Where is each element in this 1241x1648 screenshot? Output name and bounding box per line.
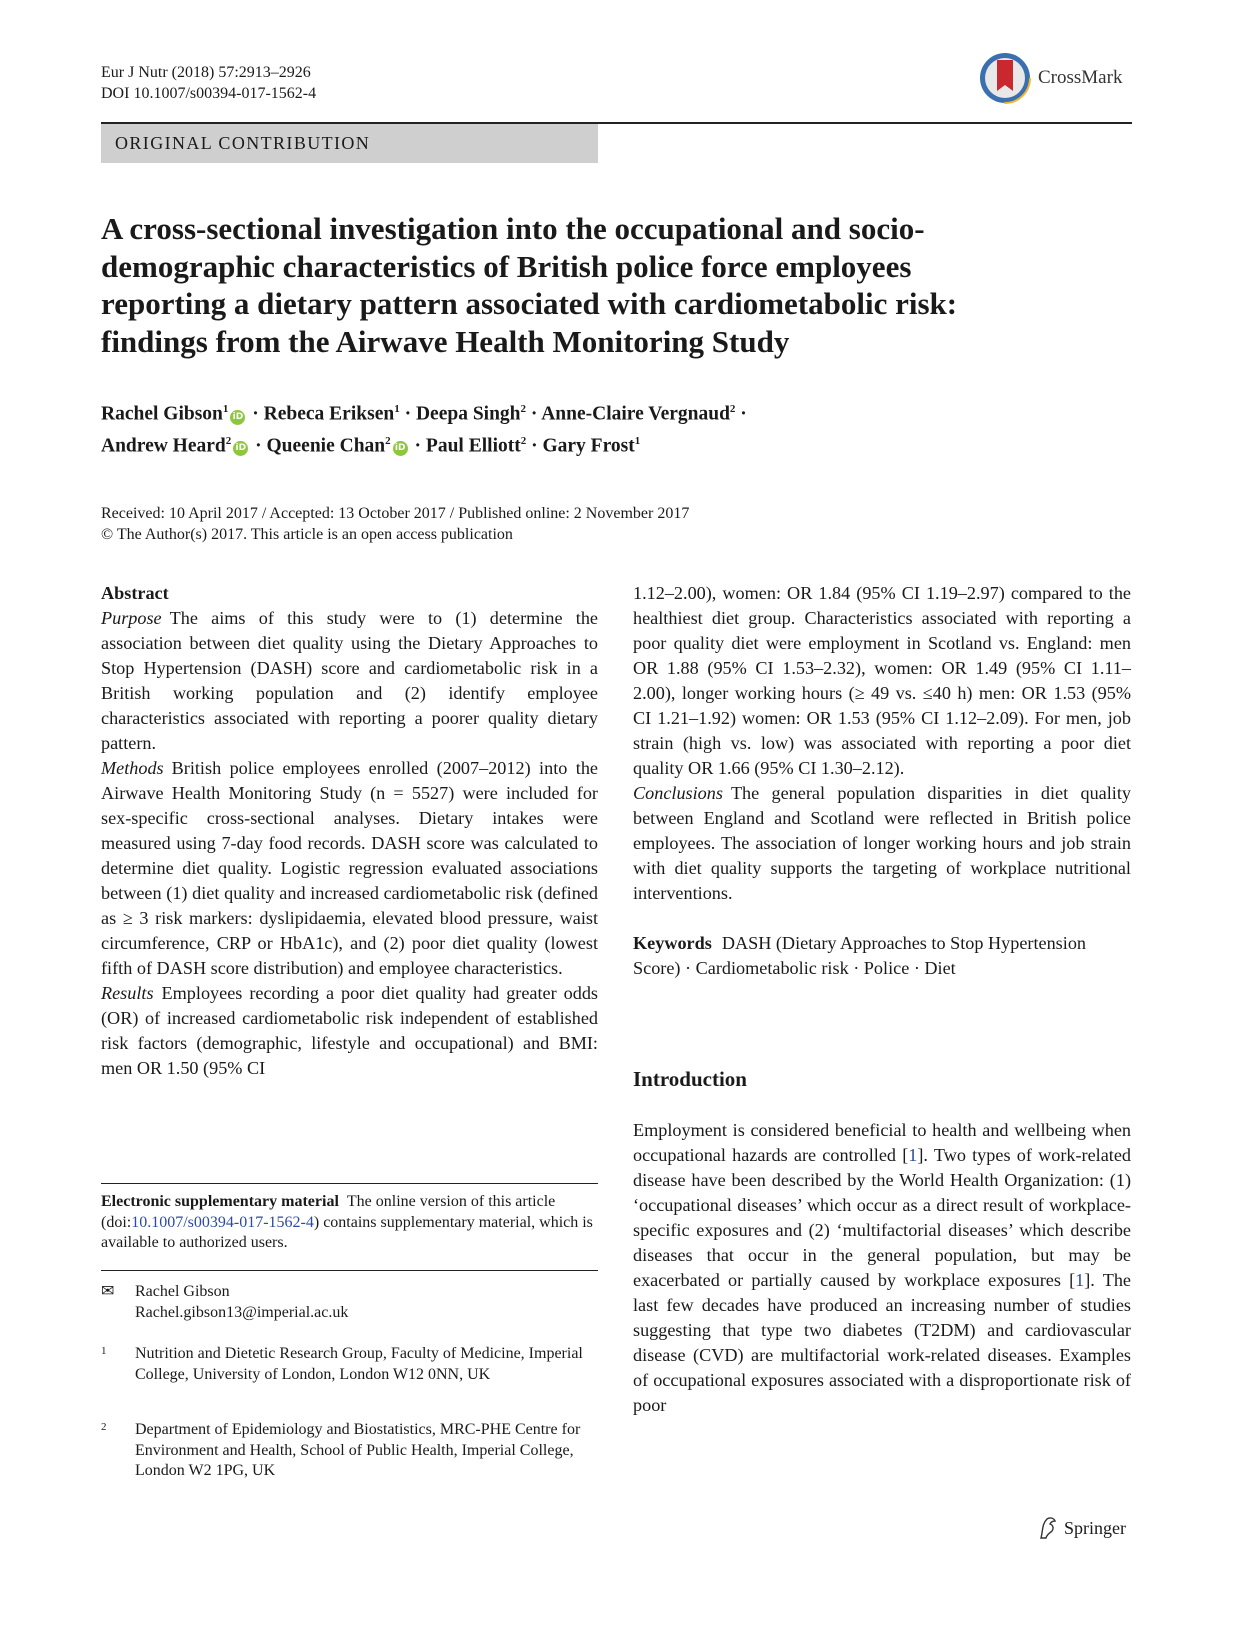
- title-line: findings from the Airwave Health Monitoring Study: [101, 323, 790, 359]
- author-name: · Anne-Claire Vergnaud: [530, 403, 730, 425]
- orcid-icon[interactable]: iD: [230, 410, 245, 425]
- author-name: · Gary Frost: [531, 435, 635, 456]
- springer-logo: [1037, 1516, 1126, 1540]
- author-name: Andrew Heard: [101, 435, 226, 456]
- purpose-label: Purpose: [101, 608, 162, 628]
- section-banner: ORIGINAL CONTRIBUTION: [101, 124, 598, 163]
- results-continued-text: 1.12–2.00), women: OR 1.84 (95% CI 1.19–2.97) compared to the healthiest diet group. Characteristics associated with reporting a poor quality diet were employment in Scotland vs. England: men OR 1.88 (95% CI 1.53–2.32), women: OR 1.49 (95% CI 1.11–2.00), longer working hours (≥ 49 vs. ≤40 h) men: OR 1.53 (95% CI 1.21–1.92) women: OR 1.53 (95% CI 1.12–2.09). For men, job strain (high vs. low) was associated with reporting a poor diet quality OR 1.66 (95% CI 1.30–2.12).: [633, 583, 1131, 778]
- purpose-text: The aims of this study were to (1) determine the association between diet quality using the Dietary Approaches to Stop Hypertension (DASH) score and cardiometabolic risk in a British working population and (2) identify employee characteristics associated with reporting a poorer quality dietary pattern.: [101, 608, 598, 753]
- title-line: demographic characteristics of British police force employees: [101, 248, 912, 284]
- author-affiliation-ref: 2: [729, 403, 736, 415]
- abstract-conclusions: [633, 781, 1131, 906]
- abstract-right-column: [633, 581, 1131, 981]
- author-separator: ·: [740, 403, 747, 425]
- abstract-purpose: [101, 606, 598, 756]
- author-affiliation-ref: 1: [634, 434, 641, 447]
- author-name: Rachel Gibson: [101, 403, 223, 425]
- keywords-text: DASH (Dietary Approaches to Stop Hypertension Score) · Cardiometabolic risk · Police · Diet: [633, 933, 1087, 978]
- author-list: [101, 396, 747, 459]
- publication-dates: [101, 503, 689, 545]
- abstract-results: [101, 981, 598, 1081]
- author-affiliation-ref: 2: [520, 434, 527, 447]
- license-note: © The Author(s) 2017. This article is an open access publication: [101, 526, 513, 543]
- author-affiliation-ref: 2: [520, 403, 527, 415]
- affiliation: [101, 1420, 598, 1482]
- crossmark-logo[interactable]: [978, 50, 1132, 106]
- author-name: · Rebeca Eriksen: [252, 403, 395, 425]
- author-name: · Queenie Chan: [255, 435, 386, 456]
- author-affiliation-ref: 1: [222, 403, 229, 415]
- correspondent-name: Rachel Gibson: [135, 1283, 230, 1300]
- date-history: Received: 10 April 2017 / Accepted: 13 October 2017 / Published online: 2 November 2017: [101, 505, 690, 522]
- supplementary-label: Electronic supplementary material: [101, 1193, 339, 1210]
- orcid-icon[interactable]: iD: [233, 441, 248, 456]
- author-affiliation-ref: 2: [225, 434, 232, 447]
- keywords-label: Keywords: [633, 933, 712, 953]
- affiliation-number: 1: [101, 1345, 107, 1357]
- conclusions-text: The general population disparities in diet quality between England and Scotland were reflected in British police employees. The association of longer working hours and job strain with diet quality supports the targeting of workplace nutritional interventions.: [633, 783, 1131, 903]
- affiliation-number: 2: [101, 1421, 107, 1433]
- abstract-left-column: [101, 581, 598, 1081]
- journal-citation: Eur J Nutr (2018) 57:2913–2926: [101, 64, 311, 81]
- methods-text: British police employees enrolled (2007–2012) into the Airwave Health Monitoring Study (n = 5527) were included for sex-specific cross-sectional analyses. Dietary intakes were measured using 7-day food records. DASH score was calculated to determine diet quality. Logistic regression evaluated associations between (1) diet quality and increased cardiometabolic risk (defined as ≥ 3 risk markers: dyslipidaemia, elevated blood pressure, waist circumference, CRP or HbA1c), and (2) poor diet quality (lowest fifth of DASH score distribution) and employee characteristics.: [101, 758, 598, 978]
- author-affiliation-ref: 1: [394, 403, 400, 415]
- abstract-methods: [101, 756, 598, 981]
- correspondence: [101, 1282, 348, 1323]
- introduction-body: [633, 1118, 1131, 1418]
- article-title: [101, 210, 1141, 360]
- author-name: · Deepa Singh: [404, 403, 521, 425]
- journal-doi: DOI 10.1007/s00394-017-1562-4: [101, 85, 317, 102]
- supplementary-text: The online version of this article (doi:: [101, 1193, 556, 1231]
- conclusions-label: Conclusions: [633, 783, 723, 803]
- envelope-icon: ✉: [101, 1283, 115, 1300]
- affiliation-text: Nutrition and Dietetic Research Group, Faculty of Medicine, Imperial College, University of London, London W12 0NN, UK: [135, 1345, 583, 1383]
- supplementary-note: [101, 1192, 598, 1254]
- footnote-rule: [101, 1183, 598, 1184]
- title-line: A cross-sectional investigation into the occupational and socio-: [101, 211, 925, 246]
- crossmark-icon: [978, 51, 1032, 105]
- introduction-heading: Introduction: [633, 1067, 747, 1091]
- publisher-name: Springer: [1064, 1517, 1126, 1538]
- results-label: Results: [101, 983, 154, 1003]
- results-text: Employees recording a poor diet quality had greater odds (OR) of increased cardiometabolic risk independent of established risk factors (demographic, lifestyle and occupational) and BMI: men OR 1.50 (95% CI: [101, 983, 598, 1078]
- intro-text: ]. Two types of work-related disease have been described by the World Health Organization: (1) ‘occupational diseases’ which occur as a direct result of workplace-specific exposures and (2) ‘multifactorial diseases’ which describe diseases that occur in the general population, but may be exacerbated or partially caused by workplace exposures [: [633, 1145, 1131, 1290]
- supplementary-text: ) contains supplementary material, which is available to authorized users.: [101, 1213, 593, 1251]
- journal-header: [101, 62, 316, 104]
- springer-horse-icon: [1037, 1516, 1059, 1540]
- title-line: reporting a dietary pattern associated with cardiometabolic risk:: [101, 286, 958, 321]
- methods-label: Methods: [101, 758, 164, 778]
- keywords: [633, 931, 1131, 981]
- citation-link[interactable]: 1: [908, 1145, 918, 1165]
- correspondent-email[interactable]: Rachel.gibson13@imperial.ac.uk: [135, 1303, 349, 1321]
- abstract-heading: Abstract: [101, 583, 169, 603]
- affiliation: [101, 1344, 598, 1385]
- supplementary-doi-link[interactable]: 10.1007/s00394-017-1562-4: [131, 1213, 314, 1231]
- correspondence-rule: [101, 1270, 598, 1271]
- citation-link[interactable]: 1: [1075, 1270, 1085, 1290]
- author-name: · Paul Elliott: [414, 435, 521, 456]
- orcid-icon[interactable]: iD: [393, 441, 408, 456]
- intro-text: Employment is considered beneficial to health and wellbeing when occupational hazards are controlled [: [633, 1120, 1131, 1165]
- crossmark-label: CrossMark: [1038, 67, 1123, 88]
- affiliation-text: Department of Epidemiology and Biostatistics, MRC-PHE Centre for Environment and Health, School of Public Health, Imperial College, London W2 1PG, UK: [135, 1421, 581, 1479]
- introduction-paragraph: [633, 1118, 1131, 1418]
- intro-text: ]. The last few decades have produced an increasing number of studies suggesting that type two diabetes (T2DM) and cardiovascular disease (CVD) are multifactorial work-related diseases. Examples of occupational exposures associated with a disproportionate risk of poor: [633, 1270, 1131, 1415]
- author-affiliation-ref: 2: [385, 434, 391, 447]
